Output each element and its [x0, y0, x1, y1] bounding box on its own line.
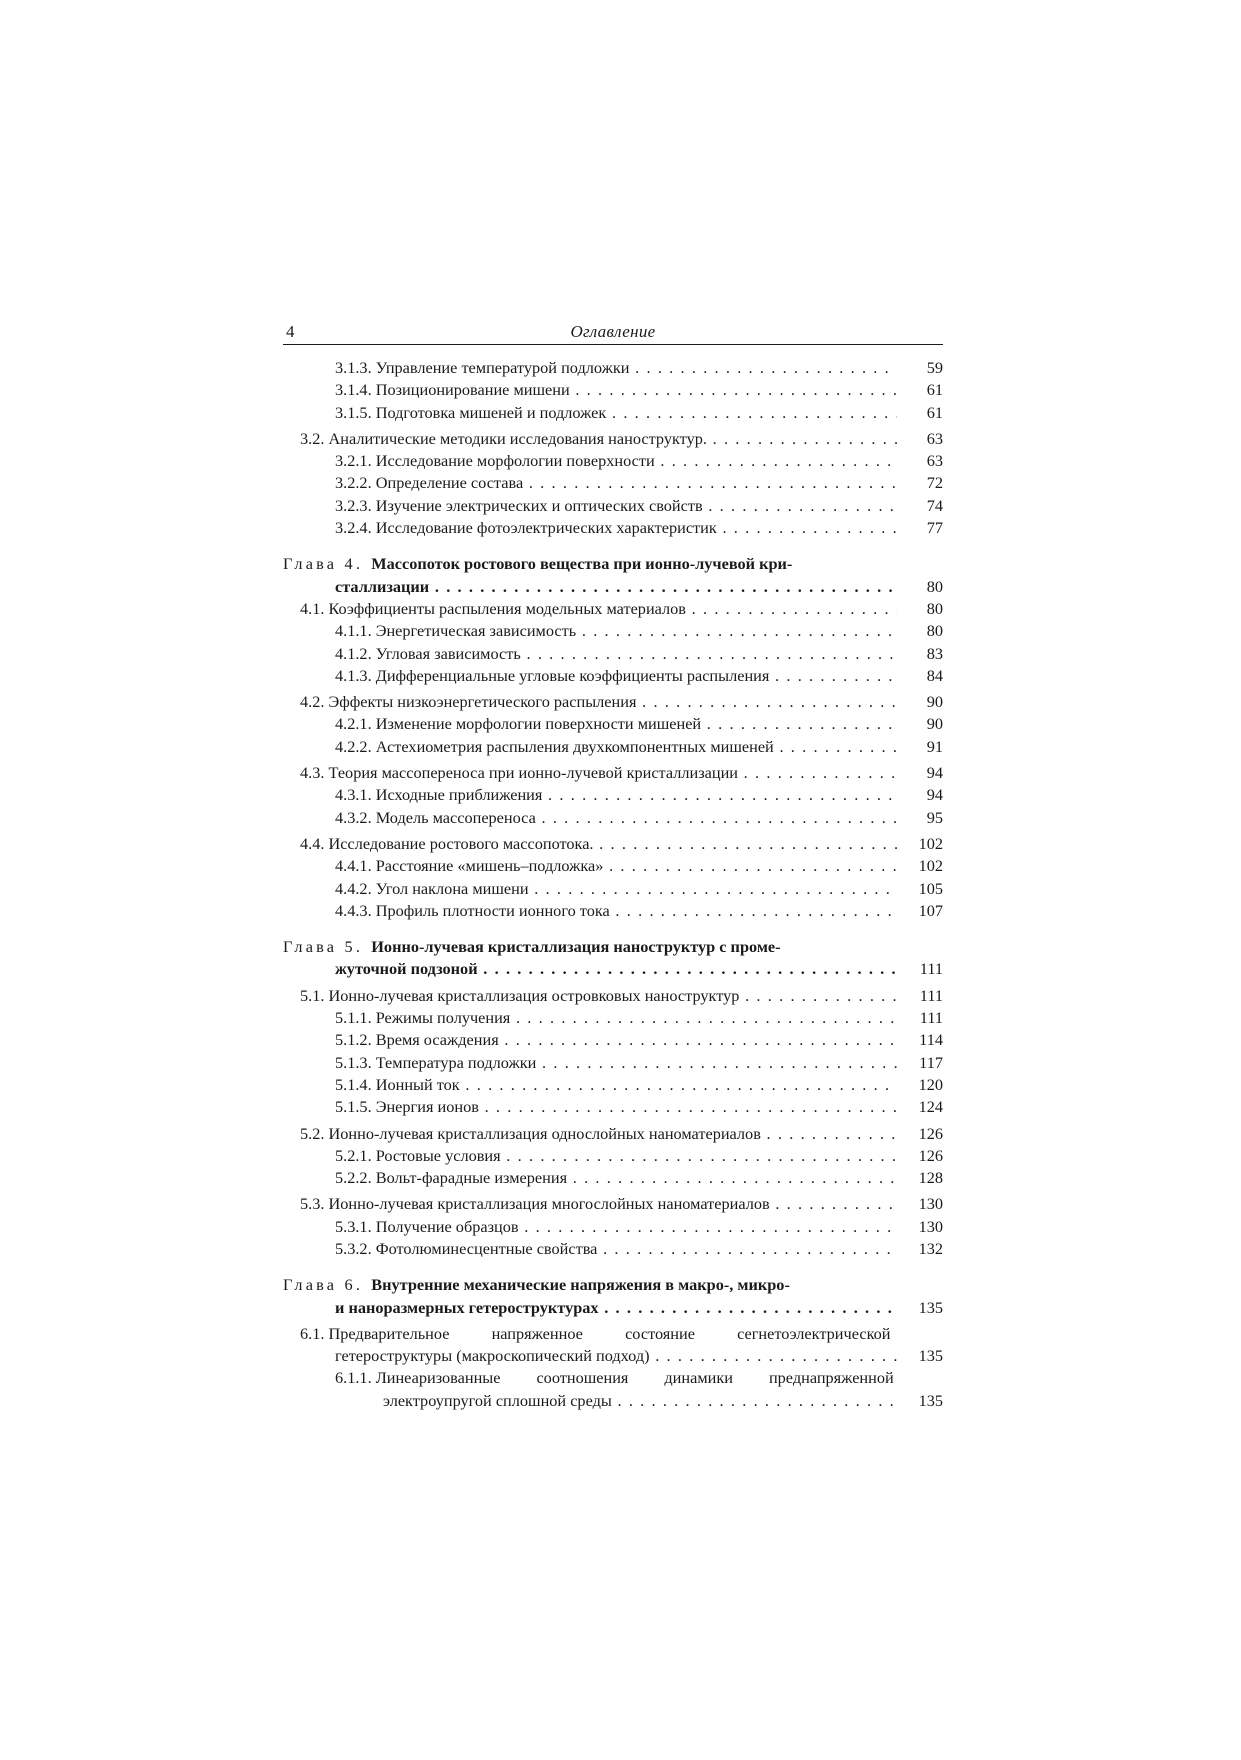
toc-entry-3-1-4[interactable]: 3.1.4. Позиционирование мишени . . . 61: [283, 379, 943, 401]
toc-entry-6-1-1[interactable]: 6.1.1. Линеаризованные соотношения динамики преднапряженной электроупругой сплошной среды . . . 135: [283, 1367, 943, 1412]
chapter-6-heading-cont: и наноразмерных гетероструктурах . . . 135: [283, 1297, 943, 1319]
toc-entry-4-3-2[interactable]: 4.3.2. Модель массопереноса . . . 95: [283, 807, 943, 829]
chapter-4[interactable]: [283, 553, 943, 598]
toc-entry-5-1-2[interactable]: 5.1.2. Время осаждения . . . 114: [283, 1029, 943, 1051]
toc-entry-4-2-1[interactable]: 4.2.1. Изменение морфологии поверхности мишеней . . . 90: [283, 713, 943, 735]
toc-entry-4-1-3[interactable]: 4.1.3. Дифференциальные угловые коэффициенты распыления . . . 84: [283, 665, 943, 687]
toc-section-4-1[interactable]: 4.1. Коэффициенты распыления модельных материалов . . . 80: [283, 598, 943, 620]
toc-section-5-1[interactable]: 5.1. Ионно-лучевая кристаллизация островковых наноструктур . . . 111: [283, 985, 943, 1007]
chapter-4-heading-cont: сталлизации . . . 80: [283, 576, 943, 598]
toc-section-6-1[interactable]: 6.1. Предварительное напряженное состояние сегнетоэлектрической гетероструктуры (макроскопический подход) . . . 135: [283, 1323, 943, 1368]
chapter-5-heading-cont: жуточной подзоной . . . 111: [283, 958, 943, 980]
toc-section-5-3[interactable]: 5.3. Ионно-лучевая кристаллизация многослойных наноматериалов . . . 130: [283, 1193, 943, 1215]
toc-section-4-2[interactable]: 4.2. Эффекты низкоэнергетического распыления . . . 90: [283, 691, 943, 713]
group-3-2: [283, 428, 943, 539]
chapter-4-heading: Глава 4. Массопоток ростового вещества при ионно-лучевой кри-: [283, 554, 793, 574]
header-rule: [283, 344, 943, 345]
toc-entry-4-4-1[interactable]: 4.4.1. Расстояние «мишень–подложка» . . . 102: [283, 855, 943, 877]
toc-entry-3-2-2[interactable]: 3.2.2. Определение состава . . . 72: [283, 472, 943, 494]
running-head: [283, 318, 943, 344]
toc-entry-3-1-3[interactable]: 3.1.3. Управление температурой подложки . . . 59: [283, 357, 943, 379]
toc-entry-4-3-1[interactable]: 4.3.1. Исходные приближения . . . 94: [283, 784, 943, 806]
toc-section-4-3[interactable]: 4.3. Теория массопереноса при ионно-лучевой кристаллизации . . . 94: [283, 762, 943, 784]
toc-entry-5-3-2[interactable]: 5.3.2. Фотолюминесцентные свойства . . . 132: [283, 1238, 943, 1260]
toc-entry-5-1-4[interactable]: 5.1.4. Ионный ток . . . 120: [283, 1074, 943, 1096]
table-of-contents: [283, 357, 943, 1412]
toc-page: [283, 318, 943, 1412]
chapter-6[interactable]: [283, 1274, 943, 1319]
group-3-1: [283, 357, 943, 424]
toc-entry-3-2-1[interactable]: 3.2.1. Исследование морфологии поверхности . . . 63: [283, 450, 943, 472]
toc-entry-4-4-3[interactable]: 4.4.3. Профиль плотности ионного тока . . . 107: [283, 900, 943, 922]
page-number: 4: [286, 322, 295, 341]
toc-entry-4-1-1[interactable]: 4.1.1. Энергетическая зависимость . . . 80: [283, 620, 943, 642]
toc-entry-5-3-1[interactable]: 5.3.1. Получение образцов . . . 130: [283, 1216, 943, 1238]
toc-entry-4-2-2[interactable]: 4.2.2. Астехиометрия распыления двухкомпонентных мишеней . . . 91: [283, 736, 943, 758]
toc-entry-4-1-2[interactable]: 4.1.2. Угловая зависимость . . . 83: [283, 643, 943, 665]
toc-entry-5-1-1[interactable]: 5.1.1. Режимы получения . . . 111: [283, 1007, 943, 1029]
toc-section-4-4[interactable]: 4.4. Исследование ростового массопотока. . . . 102: [283, 833, 943, 855]
toc-entry-5-2-2[interactable]: 5.2.2. Вольт-фарадные измерения . . . 128: [283, 1167, 943, 1189]
toc-section-3-2[interactable]: 3.2. Аналитические методики исследования наноструктур. . . . 63: [283, 428, 943, 450]
toc-entry-5-1-5[interactable]: 5.1.5. Энергия ионов . . . 124: [283, 1096, 943, 1118]
chapter-5-heading: Глава 5. Ионно-лучевая кристаллизация наноструктур с проме-: [283, 937, 781, 957]
chapter-6-heading: Глава 6. Внутренние механические напряжения в макро-, микро-: [283, 1275, 790, 1295]
chapter-5[interactable]: [283, 936, 943, 981]
toc-entry-5-2-1[interactable]: 5.2.1. Ростовые условия . . . 126: [283, 1145, 943, 1167]
toc-entry-4-4-2[interactable]: 4.4.2. Угол наклона мишени . . . 105: [283, 878, 943, 900]
toc-entry-5-1-3[interactable]: 5.1.3. Температура подложки . . . 117: [283, 1052, 943, 1074]
toc-section-5-2[interactable]: 5.2. Ионно-лучевая кристаллизация однослойных наноматериалов . . . 126: [283, 1123, 943, 1145]
toc-entry-3-2-3[interactable]: 3.2.3. Изучение электрических и оптических свойств . . . 74: [283, 495, 943, 517]
toc-entry-3-2-4[interactable]: 3.2.4. Исследование фотоэлектрических характеристик . . . 77: [283, 517, 943, 539]
page-title: Оглавление: [570, 322, 656, 341]
toc-entry-3-1-5[interactable]: 3.1.5. Подготовка мишеней и подложек . . . 61: [283, 402, 943, 424]
